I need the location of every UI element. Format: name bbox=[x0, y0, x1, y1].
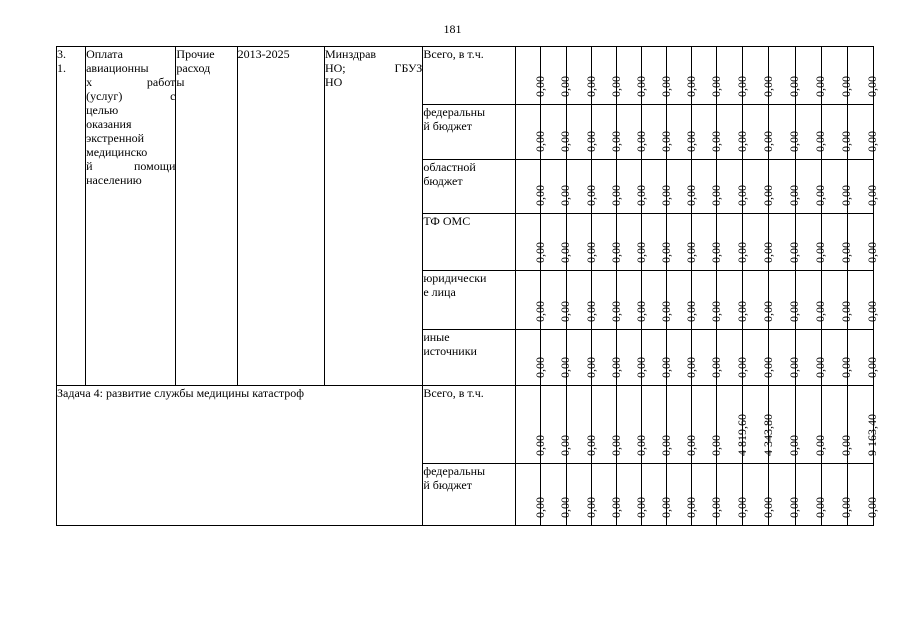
value-cell bbox=[821, 464, 854, 526]
value-cell bbox=[692, 214, 724, 271]
value-text: 0,00 bbox=[734, 76, 749, 97]
value-cell bbox=[692, 464, 724, 526]
value-text: 0,00 bbox=[659, 76, 674, 97]
value-cell bbox=[591, 464, 623, 526]
value-cell bbox=[667, 330, 699, 386]
program-name-line: й помощи bbox=[86, 159, 176, 173]
value-cell bbox=[515, 47, 547, 105]
funding-source-line: Всего, в т.ч. bbox=[423, 47, 484, 61]
value-text: 0,00 bbox=[709, 185, 724, 206]
value-text: 0,00 bbox=[532, 497, 547, 518]
value-cell bbox=[616, 330, 648, 386]
value-text: 0,00 bbox=[583, 242, 598, 263]
value-text: 0,00 bbox=[583, 301, 598, 322]
value-text: 0,00 bbox=[558, 435, 573, 456]
table-row bbox=[57, 386, 874, 464]
funding-source-cell bbox=[423, 105, 515, 160]
task-title-cell: Задача 4: развитие службы медицины катастроф bbox=[57, 386, 423, 526]
value-text: 0,00 bbox=[684, 185, 699, 206]
value-cell bbox=[540, 105, 573, 160]
value-text: 0,00 bbox=[558, 131, 573, 152]
value-text: 0,00 bbox=[659, 301, 674, 322]
funding-source-cell bbox=[423, 330, 515, 386]
funding-source-line: е лица bbox=[423, 285, 456, 299]
value-text: 0,00 bbox=[709, 131, 724, 152]
expense-type-line: ы bbox=[176, 75, 185, 89]
value-text: 0,00 bbox=[659, 435, 674, 456]
value-cell bbox=[667, 386, 699, 464]
value-text: 0,00 bbox=[532, 301, 547, 322]
value-cell bbox=[717, 464, 749, 526]
value-cell bbox=[540, 47, 573, 105]
value-cell bbox=[540, 464, 573, 526]
value-text: 0,00 bbox=[634, 131, 648, 152]
value-text: 0,00 bbox=[760, 185, 775, 206]
value-text: 0,00 bbox=[865, 497, 880, 518]
program-name-line: медицинско bbox=[86, 145, 148, 159]
value-cell bbox=[847, 105, 880, 160]
value-cell bbox=[667, 464, 699, 526]
value-cell bbox=[591, 214, 623, 271]
program-number-line: 1. bbox=[57, 61, 66, 75]
value-cell bbox=[847, 464, 880, 526]
funding-source-cell bbox=[423, 47, 515, 105]
value-cell bbox=[717, 271, 749, 330]
value-cell bbox=[540, 214, 573, 271]
value-text: 0,00 bbox=[532, 76, 547, 97]
program-name-line: целью bbox=[86, 103, 119, 117]
value-text: 0,00 bbox=[813, 435, 828, 456]
value-text: 0,00 bbox=[532, 435, 547, 456]
funding-source-line: источники bbox=[423, 344, 477, 358]
value-text: 0,00 bbox=[684, 76, 699, 97]
value-text: 0,00 bbox=[760, 242, 775, 263]
value-text: 0,00 bbox=[813, 242, 828, 263]
value-text: 0,00 bbox=[787, 242, 802, 263]
value-cell bbox=[717, 214, 749, 271]
budget-table bbox=[56, 46, 880, 526]
value-cell bbox=[743, 105, 775, 160]
executor-line: Минздрав bbox=[324, 47, 377, 61]
value-cell bbox=[795, 386, 828, 464]
value-cell bbox=[821, 214, 854, 271]
value-cell bbox=[616, 386, 648, 464]
value-cell bbox=[795, 105, 828, 160]
value-text: 0,00 bbox=[734, 357, 749, 378]
value-text: 0,00 bbox=[787, 131, 802, 152]
value-cell bbox=[717, 47, 749, 105]
program-name-line: (услуг) с bbox=[86, 89, 176, 103]
value-text: 0,00 bbox=[734, 301, 749, 322]
value-cell bbox=[616, 271, 648, 330]
program-number-line: 3. bbox=[57, 47, 66, 61]
expense-type-cell bbox=[176, 47, 237, 386]
value-cell bbox=[566, 271, 598, 330]
value-cell bbox=[717, 160, 749, 214]
value-text: 0,00 bbox=[532, 185, 547, 206]
value-cell bbox=[515, 330, 547, 386]
value-cell bbox=[769, 160, 802, 214]
value-text: 0,00 bbox=[839, 357, 854, 378]
value-text: 0,00 bbox=[760, 131, 775, 152]
value-cell bbox=[821, 386, 854, 464]
funding-source-line: бюджет bbox=[423, 174, 463, 188]
value-text: 0,00 bbox=[839, 435, 854, 456]
funding-source-line: й бюджет bbox=[423, 478, 473, 492]
value-cell bbox=[591, 330, 623, 386]
value-cell bbox=[566, 386, 598, 464]
program-name-line: оказания bbox=[86, 117, 132, 131]
value-cell bbox=[591, 105, 623, 160]
value-cell bbox=[616, 464, 648, 526]
value-cell bbox=[821, 105, 854, 160]
value-text: 0,00 bbox=[813, 185, 828, 206]
executor-line: НО bbox=[324, 75, 343, 89]
value-cell bbox=[667, 47, 699, 105]
value-text: 0,00 bbox=[684, 435, 699, 456]
value-text: 0,00 bbox=[583, 76, 598, 97]
executor-line: НО; ГБУЗ bbox=[324, 61, 423, 75]
value-text: 0,00 bbox=[558, 301, 573, 322]
value-cell bbox=[821, 160, 854, 214]
value-cell bbox=[515, 386, 547, 464]
value-cell bbox=[566, 214, 598, 271]
value-text: 0,00 bbox=[839, 185, 854, 206]
value-text: 0,00 bbox=[684, 301, 699, 322]
value-cell bbox=[566, 330, 598, 386]
value-text: 0,00 bbox=[532, 357, 547, 378]
value-cell bbox=[769, 105, 802, 160]
value-cell bbox=[743, 386, 775, 464]
value-text: 0,00 bbox=[709, 242, 724, 263]
value-cell bbox=[795, 464, 828, 526]
value-text: 4 819,60 bbox=[734, 414, 749, 456]
funding-source-line: ТФ ОМС bbox=[423, 214, 471, 228]
value-text: 0,00 bbox=[709, 357, 724, 378]
value-text: 0,00 bbox=[558, 242, 573, 263]
value-cell bbox=[847, 330, 880, 386]
value-text: 0,00 bbox=[787, 301, 802, 322]
value-text: 0,00 bbox=[865, 76, 880, 97]
table-row bbox=[57, 47, 874, 105]
program-number-cell bbox=[57, 47, 86, 386]
value-text: 0,00 bbox=[684, 131, 699, 152]
value-text: 0,00 bbox=[709, 76, 724, 97]
value-cell bbox=[667, 105, 699, 160]
value-text: 0,00 bbox=[583, 357, 598, 378]
value-text: 0,00 bbox=[634, 76, 648, 97]
value-text: 0,00 bbox=[634, 497, 648, 518]
value-text: 0,00 bbox=[558, 497, 573, 518]
value-cell bbox=[769, 214, 802, 271]
value-text: 0,00 bbox=[813, 497, 828, 518]
value-text: 0,00 bbox=[684, 357, 699, 378]
funding-source-cell bbox=[423, 464, 515, 526]
value-text: 0,00 bbox=[532, 131, 547, 152]
value-text: 0,00 bbox=[659, 497, 674, 518]
value-cell bbox=[795, 47, 828, 105]
program-name-line: авиационны bbox=[86, 61, 149, 75]
value-cell bbox=[821, 330, 854, 386]
value-text: 0,00 bbox=[734, 131, 749, 152]
value-text: 0,00 bbox=[813, 357, 828, 378]
value-cell bbox=[795, 160, 828, 214]
value-cell bbox=[667, 271, 699, 330]
value-cell bbox=[667, 214, 699, 271]
value-text: 0,00 bbox=[865, 185, 880, 206]
value-text: 0,00 bbox=[583, 497, 598, 518]
value-text: 9 163,40 bbox=[865, 414, 880, 456]
value-text: 0,00 bbox=[608, 242, 623, 263]
value-cell bbox=[769, 271, 802, 330]
value-text: 0,00 bbox=[787, 497, 802, 518]
value-cell bbox=[591, 160, 623, 214]
value-text: 4 343,80 bbox=[760, 414, 775, 456]
value-cell bbox=[717, 386, 749, 464]
value-cell bbox=[642, 271, 674, 330]
value-cell bbox=[515, 105, 547, 160]
expense-type-line: Прочие bbox=[176, 47, 215, 61]
value-text: 0,00 bbox=[608, 357, 623, 378]
value-cell bbox=[743, 271, 775, 330]
value-cell bbox=[847, 271, 880, 330]
value-cell bbox=[642, 214, 674, 271]
value-cell bbox=[540, 386, 573, 464]
value-cell bbox=[847, 47, 880, 105]
value-text: 0,00 bbox=[813, 76, 828, 97]
value-text: 0,00 bbox=[558, 185, 573, 206]
value-text: 0,00 bbox=[659, 242, 674, 263]
value-cell bbox=[616, 160, 648, 214]
funding-source-line: юридически bbox=[423, 271, 487, 285]
value-text: 0,00 bbox=[583, 131, 598, 152]
value-cell bbox=[616, 214, 648, 271]
value-cell bbox=[795, 214, 828, 271]
value-cell bbox=[692, 160, 724, 214]
value-text: 0,00 bbox=[839, 131, 854, 152]
value-cell bbox=[566, 160, 598, 214]
value-cell bbox=[642, 464, 674, 526]
value-cell bbox=[769, 330, 802, 386]
value-text: 0,00 bbox=[734, 185, 749, 206]
value-text: 0,00 bbox=[634, 357, 648, 378]
value-text: 0,00 bbox=[608, 301, 623, 322]
value-text: 0,00 bbox=[760, 357, 775, 378]
value-text: 0,00 bbox=[839, 76, 854, 97]
value-cell bbox=[847, 160, 880, 214]
value-cell bbox=[743, 47, 775, 105]
value-text: 0,00 bbox=[787, 435, 802, 456]
value-text: 0,00 bbox=[865, 131, 880, 152]
page-number: 181 bbox=[443, 22, 462, 36]
program-name-line: населению bbox=[86, 173, 142, 187]
value-text: 0,00 bbox=[608, 131, 623, 152]
value-cell bbox=[795, 271, 828, 330]
value-cell bbox=[717, 105, 749, 160]
value-text: 0,00 bbox=[734, 497, 749, 518]
program-name-line: Оплата bbox=[86, 47, 123, 61]
value-cell bbox=[769, 464, 802, 526]
value-cell bbox=[642, 160, 674, 214]
value-text: 0,00 bbox=[865, 242, 880, 263]
value-cell bbox=[717, 330, 749, 386]
value-cell bbox=[795, 330, 828, 386]
value-text: 0,00 bbox=[634, 301, 648, 322]
value-text: 0,00 bbox=[787, 185, 802, 206]
value-cell bbox=[692, 47, 724, 105]
funding-source-line: областной bbox=[423, 160, 476, 174]
value-cell bbox=[821, 47, 854, 105]
value-text: 0,00 bbox=[865, 301, 880, 322]
funding-source-line: иные bbox=[423, 330, 450, 344]
value-text: 0,00 bbox=[608, 76, 623, 97]
value-text: 0,00 bbox=[787, 357, 802, 378]
funding-source-line: федеральны bbox=[423, 105, 486, 119]
value-cell bbox=[692, 330, 724, 386]
funding-source-line: й бюджет bbox=[423, 119, 473, 133]
value-text: 0,00 bbox=[787, 76, 802, 97]
value-cell bbox=[591, 386, 623, 464]
value-cell bbox=[515, 214, 547, 271]
value-text: 0,00 bbox=[813, 131, 828, 152]
value-cell bbox=[667, 160, 699, 214]
value-cell bbox=[515, 271, 547, 330]
value-cell bbox=[515, 464, 547, 526]
value-text: 0,00 bbox=[760, 301, 775, 322]
value-text: 0,00 bbox=[634, 242, 648, 263]
value-cell bbox=[591, 47, 623, 105]
value-cell bbox=[616, 105, 648, 160]
value-cell bbox=[642, 105, 674, 160]
value-cell bbox=[769, 386, 802, 464]
value-text: 0,00 bbox=[558, 357, 573, 378]
value-cell bbox=[591, 271, 623, 330]
value-cell bbox=[847, 214, 880, 271]
value-text: 0,00 bbox=[634, 435, 648, 456]
value-cell bbox=[642, 47, 674, 105]
value-text: 0,00 bbox=[608, 185, 623, 206]
value-text: 0,00 bbox=[608, 497, 623, 518]
value-cell bbox=[642, 330, 674, 386]
value-text: 0,00 bbox=[839, 242, 854, 263]
value-cell bbox=[540, 330, 573, 386]
value-text: 0,00 bbox=[684, 242, 699, 263]
value-cell bbox=[642, 386, 674, 464]
value-text: 0,00 bbox=[659, 185, 674, 206]
funding-source-cell bbox=[423, 160, 515, 214]
value-text: 0,00 bbox=[684, 497, 699, 518]
value-cell bbox=[566, 47, 598, 105]
value-cell bbox=[616, 47, 648, 105]
value-text: 0,00 bbox=[760, 497, 775, 518]
funding-source-line: федеральны bbox=[423, 464, 486, 478]
value-text: 0,00 bbox=[583, 435, 598, 456]
value-text: 0,00 bbox=[659, 357, 674, 378]
period-cell: 2013-2025 bbox=[237, 47, 324, 386]
value-text: 0,00 bbox=[532, 242, 547, 263]
value-cell bbox=[566, 464, 598, 526]
value-text: 0,00 bbox=[709, 435, 724, 456]
value-cell bbox=[769, 47, 802, 105]
value-cell bbox=[743, 214, 775, 271]
value-cell bbox=[540, 271, 573, 330]
funding-source-cell bbox=[423, 271, 515, 330]
expense-type-line: расход bbox=[176, 61, 211, 75]
value-text: 0,00 bbox=[634, 185, 648, 206]
value-text: 0,00 bbox=[709, 497, 724, 518]
value-text: 0,00 bbox=[734, 242, 749, 263]
executor-cell bbox=[324, 47, 422, 386]
value-text: 0,00 bbox=[583, 185, 598, 206]
program-name-line: х работ bbox=[86, 75, 176, 89]
value-text: 0,00 bbox=[813, 301, 828, 322]
value-cell bbox=[743, 160, 775, 214]
value-text: 0,00 bbox=[760, 76, 775, 97]
program-name-line: экстренной bbox=[86, 131, 145, 145]
value-cell bbox=[743, 330, 775, 386]
value-text: 0,00 bbox=[865, 357, 880, 378]
value-text: 0,00 bbox=[558, 76, 573, 97]
value-cell bbox=[743, 464, 775, 526]
value-cell bbox=[540, 160, 573, 214]
program-name-cell bbox=[86, 47, 176, 386]
funding-source-cell bbox=[423, 386, 515, 464]
value-cell bbox=[566, 105, 598, 160]
value-cell bbox=[692, 386, 724, 464]
value-text: 0,00 bbox=[608, 435, 623, 456]
value-cell bbox=[692, 271, 724, 330]
value-cell bbox=[515, 160, 547, 214]
value-text: 0,00 bbox=[709, 301, 724, 322]
value-text: 0,00 bbox=[839, 301, 854, 322]
value-cell bbox=[821, 271, 854, 330]
funding-source-cell bbox=[423, 214, 515, 271]
value-cell bbox=[692, 105, 724, 160]
funding-source-line: Всего, в т.ч. bbox=[423, 386, 484, 400]
value-text: 0,00 bbox=[839, 497, 854, 518]
value-text: 0,00 bbox=[659, 131, 674, 152]
value-cell bbox=[847, 386, 880, 464]
